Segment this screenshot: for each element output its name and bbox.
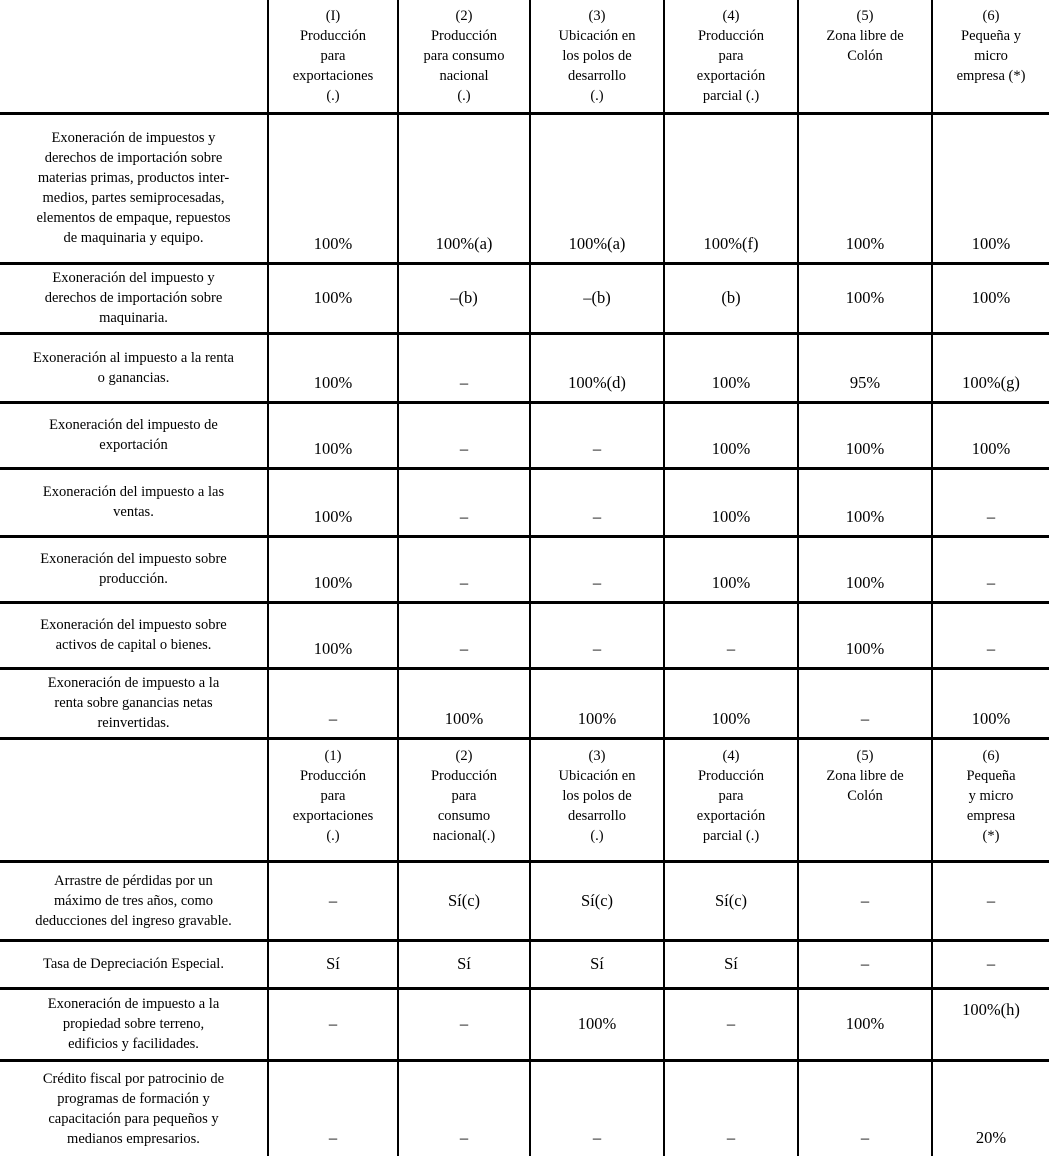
value-cell: 100%: [798, 468, 932, 536]
value-cell: –: [398, 536, 530, 602]
table-row: [0, 468, 1049, 536]
value-cell: 100%: [664, 668, 798, 738]
value-cell: 20%: [932, 1060, 1049, 1156]
column-header-1: (I) Producción para exportaciones (.): [268, 0, 398, 113]
value-cell: 100%: [268, 602, 398, 668]
value-cell: 100%: [398, 668, 530, 738]
row-label: Exoneración de impuesto a la renta sobre ganancias netas reinvertidas.: [0, 668, 268, 738]
column-header-row: [0, 738, 1049, 861]
value-cell: 100%: [268, 536, 398, 602]
value-cell: –: [798, 1060, 932, 1156]
value-cell: –: [398, 333, 530, 402]
value-cell: 100%: [798, 536, 932, 602]
value-cell: –: [932, 468, 1049, 536]
column-header-1: (1) Producción para exportaciones (.): [268, 738, 398, 861]
value-cell: Sí(c): [398, 861, 530, 940]
value-cell: –: [932, 861, 1049, 940]
value-cell: –: [664, 1060, 798, 1156]
value-cell: 100%(f): [664, 113, 798, 263]
row-label: Exoneración del impuesto sobre producción.: [0, 536, 268, 602]
value-cell: 100%(d): [530, 333, 664, 402]
value-cell: –: [268, 861, 398, 940]
column-header-3: (3) Ubicación en los polos de desarrollo (.): [530, 738, 664, 861]
row-label: Exoneración de impuesto a la propiedad sobre terreno, edificios y facilidades.: [0, 988, 268, 1060]
column-header-4: (4) Producción para exportación parcial (.): [664, 738, 798, 861]
value-cell: 100%: [268, 402, 398, 468]
table-row: [0, 1060, 1049, 1156]
value-cell: Sí: [268, 940, 398, 988]
value-cell: 100%: [268, 468, 398, 536]
row-label: Exoneración del impuesto sobre activos de capital o bienes.: [0, 602, 268, 668]
value-cell: Sí: [398, 940, 530, 988]
value-cell: –: [530, 402, 664, 468]
column-header-row: [0, 0, 1049, 113]
table-row: [0, 988, 1049, 1060]
row-label: Exoneración del impuesto y derechos de importación sobre maquinaria.: [0, 263, 268, 333]
table-row: [0, 536, 1049, 602]
value-cell: 100%: [268, 113, 398, 263]
header-corner-cell: [0, 738, 268, 861]
value-cell: –(b): [398, 263, 530, 333]
value-cell: –: [798, 940, 932, 988]
value-cell: 100%(h): [932, 988, 1049, 1060]
value-cell: Sí: [530, 940, 664, 988]
table-row: [0, 668, 1049, 738]
value-cell: 100%(g): [932, 333, 1049, 402]
value-cell: –: [530, 468, 664, 536]
value-cell: 100%: [932, 263, 1049, 333]
table-row: [0, 113, 1049, 263]
value-cell: 100%: [268, 263, 398, 333]
value-cell: –: [268, 1060, 398, 1156]
value-cell: 100%(a): [398, 113, 530, 263]
value-cell: –: [398, 988, 530, 1060]
column-header-2: (2) Producción para consumo nacional (.): [398, 0, 530, 113]
value-cell: –: [798, 668, 932, 738]
value-cell: 100%: [798, 402, 932, 468]
value-cell: –: [398, 602, 530, 668]
column-header-6: (6) Pequeña y micro empresa (*): [932, 0, 1049, 113]
value-cell: 100%: [664, 333, 798, 402]
value-cell: Sí(c): [530, 861, 664, 940]
value-cell: Sí(c): [664, 861, 798, 940]
column-header-3: (3) Ubicación en los polos de desarrollo (.): [530, 0, 664, 113]
value-cell: –: [530, 1060, 664, 1156]
value-cell: 100%: [932, 113, 1049, 263]
column-header-2: (2) Producción para consumo nacional(.): [398, 738, 530, 861]
row-label: Exoneración al impuesto a la renta o ganancias.: [0, 333, 268, 402]
column-header-5: (5) Zona libre de Colón: [798, 738, 932, 861]
row-label: Exoneración del impuesto a las ventas.: [0, 468, 268, 536]
value-cell: –: [530, 536, 664, 602]
value-cell: 100%: [932, 668, 1049, 738]
row-label: Exoneración del impuesto de exportación: [0, 402, 268, 468]
row-label: Exoneración de impuestos y derechos de importación sobre materias primas, productos inter- medios, partes semiprocesadas, elementos de empaque, repuestos de maquinaria y equipo.: [0, 113, 268, 263]
table-row: [0, 263, 1049, 333]
value-cell: –: [268, 668, 398, 738]
value-cell: 100%: [798, 263, 932, 333]
table-row: [0, 333, 1049, 402]
value-cell: 100%: [664, 402, 798, 468]
value-cell: –: [268, 988, 398, 1060]
value-cell: –: [530, 602, 664, 668]
value-cell: –: [398, 402, 530, 468]
row-label: Tasa de Depreciación Especial.: [0, 940, 268, 988]
value-cell: 100%: [530, 668, 664, 738]
value-cell: 100%(a): [530, 113, 664, 263]
table-row: [0, 402, 1049, 468]
column-header-6: (6) Pequeña y micro empresa (*): [932, 738, 1049, 861]
value-cell: –: [398, 1060, 530, 1156]
value-cell: –: [398, 468, 530, 536]
value-cell: 100%: [664, 536, 798, 602]
value-cell: 95%: [798, 333, 932, 402]
value-cell: –(b): [530, 263, 664, 333]
value-cell: 100%: [798, 113, 932, 263]
value-cell: 100%: [798, 602, 932, 668]
value-cell: 100%: [932, 402, 1049, 468]
column-header-5: (5) Zona libre de Colón: [798, 0, 932, 113]
value-cell: 100%: [530, 988, 664, 1060]
value-cell: (b): [664, 263, 798, 333]
value-cell: 100%: [664, 468, 798, 536]
value-cell: 100%: [268, 333, 398, 402]
column-header-4: (4) Producción para exportación parcial (.): [664, 0, 798, 113]
table-row: [0, 602, 1049, 668]
row-label: Crédito fiscal por patrocinio de programas de formación y capacitación para pequeños y medianos empresarios.: [42, 1070, 225, 1147]
value-cell: –: [932, 940, 1049, 988]
value-cell: –: [932, 602, 1049, 668]
table-row: [0, 861, 1049, 940]
value-cell: Sí: [664, 940, 798, 988]
row-label: Arrastre de pérdidas por un máximo de tres años, como deducciones del ingreso gravable.: [0, 861, 268, 940]
value-cell: –: [798, 861, 932, 940]
value-cell: –: [664, 602, 798, 668]
value-cell: 100%: [798, 988, 932, 1060]
value-cell: –: [932, 536, 1049, 602]
header-corner-cell: [0, 0, 268, 113]
table-row: [0, 940, 1049, 988]
value-cell: –: [664, 988, 798, 1060]
